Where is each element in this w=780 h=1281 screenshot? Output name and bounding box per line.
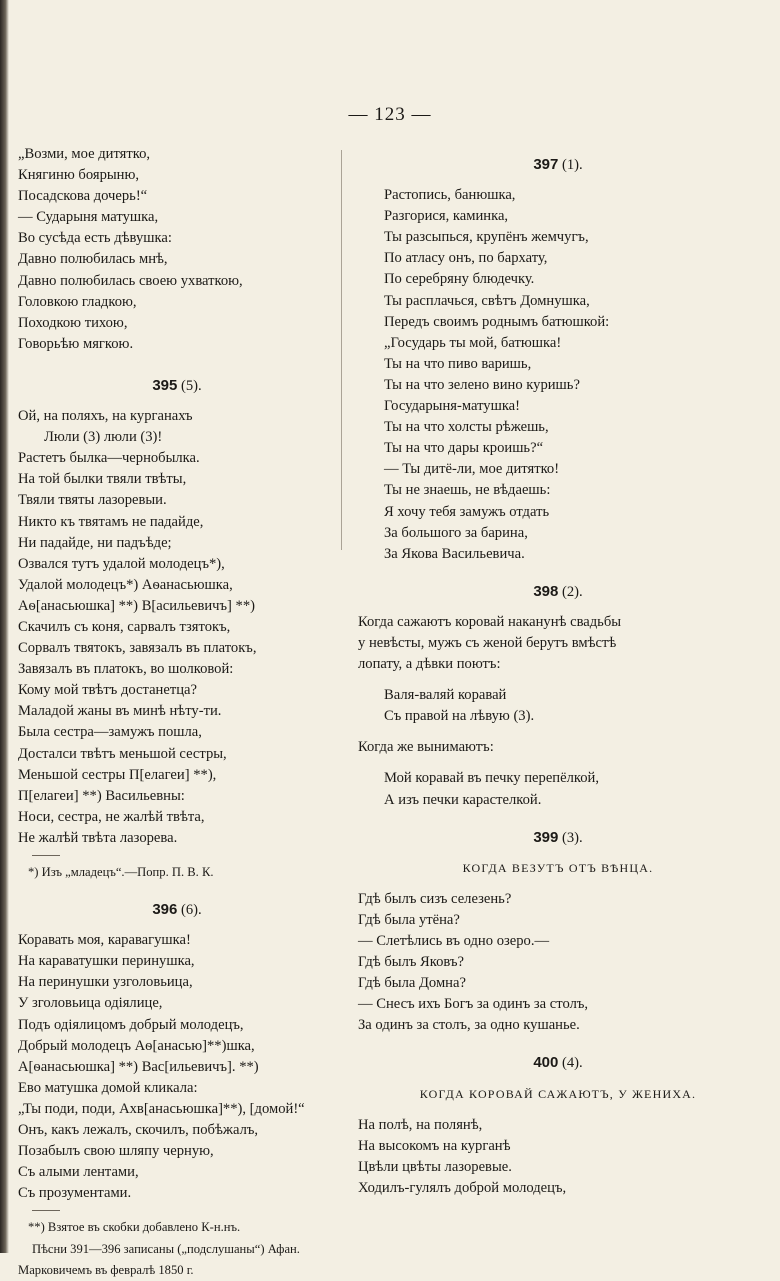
song-number: 399 <box>533 828 559 846</box>
verse-line: Походкою тихою, <box>18 314 128 331</box>
verse-line: Гдѣ была утёна? <box>358 911 460 928</box>
footnote-rule <box>32 855 60 856</box>
verse-line: Люли (3) люли (3)! <box>44 429 163 446</box>
song-subnumber: (3). <box>558 829 583 846</box>
verse-line: А[ѳанасьюшка] **) Вас[ильевичъ]. **) <box>18 1058 259 1075</box>
verse-line: — Снесъ ихъ Богъ за одинъ за столъ, <box>358 996 589 1013</box>
verse-line: Головкою гладкою, <box>18 293 137 310</box>
verse-line: По серебряну блюдечку. <box>384 271 535 288</box>
verse-line: Была сестра—замужъ пошла, <box>18 724 202 741</box>
verse-line: „Государь ты мой, батюшка! <box>384 334 562 351</box>
verse-line: Съ алыми лентами, <box>18 1164 139 1181</box>
verse-line: Не жалѣй твѣта лазорева. <box>18 829 178 846</box>
right-column <box>358 144 758 1199</box>
verse-line: Говорьѣю мягкою. <box>18 335 134 352</box>
verse-line: Цвѣли цвѣты лазоревые. <box>358 1158 512 1175</box>
verse-line: Я хочу тебя замужъ отдать <box>384 503 550 520</box>
song-caption: КОГДА ВЕЗУТЪ ОТЪ ВѢНЦА. <box>462 860 654 875</box>
song-397-verses <box>358 185 758 565</box>
verse-line: Кому мой твѣтъ достанетца? <box>18 682 197 699</box>
column-divider <box>341 150 342 550</box>
verse-line: Завязалъ въ платокъ, во шолковой: <box>18 661 234 678</box>
verse-line: Давно полюбилась своею ухваткою, <box>18 272 243 289</box>
verse-line: Съ правой на лѣвую (3). <box>384 708 535 725</box>
verse-line: На полѣ, на полянѣ, <box>358 1116 483 1133</box>
verse-line: Мой коравай въ печку перепёлкой, <box>384 770 599 787</box>
left-column <box>18 144 336 1281</box>
verse-line: Ево матушка домой кликала: <box>18 1079 198 1096</box>
verse-line: — Слетѣлись въ одно озеро.— <box>358 933 550 949</box>
verse-line: П[елагеи] **) Васильевны: <box>18 787 185 804</box>
verse-line: Растетъ былка—чернобылка. <box>18 450 200 467</box>
song-subnumber: (5). <box>177 377 202 394</box>
source-note: Марковичемъ въ февралѣ 1850 г. <box>18 1262 194 1277</box>
verse-line: Передъ своимъ роднымъ батюшкой: <box>384 313 610 330</box>
verse-line: Ни падайде, ни падъѣде; <box>18 534 172 551</box>
verse-line: Разгорися, каминка, <box>384 208 509 225</box>
song-heading-399 <box>358 827 758 848</box>
song-number: 397 <box>533 156 559 173</box>
verse-line: Съ прозументами. <box>18 1185 132 1202</box>
verse-line: По атласу онъ, по бархату, <box>384 250 548 267</box>
verse-line: Государыня-матушка! <box>384 398 521 415</box>
verse-line: Коравать моя, каравагушка! <box>18 932 191 949</box>
song-subnumber: (2). <box>558 583 583 600</box>
verse-line: Удалой молодецъ*) Аѳанасьюшка, <box>18 576 233 593</box>
verse-line: Ты на что зелено вино куришь? <box>384 376 580 393</box>
song-395-verses <box>18 406 336 849</box>
footnote-rule <box>32 1210 60 1211</box>
verse-line: Озвался тутъ удалой молодецъ*), <box>18 555 225 572</box>
song-number: 398 <box>533 582 559 600</box>
verse-line: Онъ, какъ лежалъ, скочилъ, побѣжалъ, <box>18 1122 259 1139</box>
verse-line: Гдѣ былъ Яковъ? <box>358 954 464 971</box>
song-number: 400 <box>533 1054 559 1072</box>
song-399-verses <box>358 889 758 1037</box>
prose-line: Когда сажаютъ коровай наканунѣ свадьбы <box>358 613 622 630</box>
song-subnumber: (6). <box>177 902 202 919</box>
song-400-verses <box>358 1115 758 1199</box>
verse-line: Гдѣ была Домна? <box>358 975 466 992</box>
verse-line: Позабылъ свою шляпу черную, <box>18 1143 214 1160</box>
song-number: 396 <box>152 901 178 919</box>
song-subnumber: (4). <box>558 1055 583 1072</box>
verse-line: Ты на что дары кроишь?“ <box>384 440 544 457</box>
song-heading-395 <box>18 375 336 396</box>
verse-line: Никто къ твятамъ не падайде, <box>18 513 204 530</box>
verse-line: „Возми, мое дитятко, <box>18 146 151 162</box>
verse-line: Подъ одіялицомъ добрый молодецъ, <box>18 1016 244 1033</box>
verse-line: Княгиню боярыню, <box>18 167 140 184</box>
song-398-verses-b <box>358 768 758 810</box>
song-heading-400 <box>358 1052 758 1073</box>
verse-line: А изъ печки карастелкой. <box>384 791 542 808</box>
verse-line: Гдѣ былъ сизъ селезень? <box>358 890 512 907</box>
prose-line: лопату, а дѣвки поютъ: <box>358 656 501 673</box>
prose-line: у невѣсты, мужъ съ женой берутъ вмѣстѣ <box>358 634 617 651</box>
prose-line: Когда же вынимаютъ: <box>358 739 494 756</box>
verse-line: Ты не знаешь, не вѣдаешь: <box>384 482 551 499</box>
verse-line: За Якова Васильевича. <box>384 545 525 562</box>
footnote: *) Изъ „младецъ“.—Попр. П. В. К. <box>28 865 214 879</box>
source-note: Пѣсни 391—396 записаны („подслушаны“) Афан. <box>32 1241 300 1256</box>
page-binding-edge <box>0 0 9 1253</box>
verse-line: За одинъ за столъ, за одно кушанье. <box>358 1017 580 1034</box>
song-heading-396 <box>18 899 336 920</box>
song-heading-398 <box>358 581 758 602</box>
verse-line: Посадскова дочерь!“ <box>18 188 148 205</box>
verse-line: — Сударыня матушка, <box>18 209 159 226</box>
verse-line: Валя-валяй коравай <box>384 687 507 704</box>
song-heading-397 <box>358 154 758 175</box>
verse-line: Растопись, банюшка, <box>384 187 516 204</box>
song-396-verses <box>18 930 336 1204</box>
intro-verses <box>18 144 336 355</box>
verse-line: Ходилъ-гулялъ доброй молодецъ, <box>358 1179 567 1196</box>
verse-line: Носи, сестра, не жалѣй твѣта, <box>18 808 205 825</box>
verse-line: Во сусѣда есть дѣвушка: <box>18 230 172 247</box>
verse-line: Скачилъ съ коня, сарвалъ тзятокъ, <box>18 618 231 635</box>
verse-line: — Ты дитё-ли, мое дитятко! <box>384 461 560 478</box>
verse-line: На перинушки узголовьица, <box>18 974 193 991</box>
verse-line: Досталси твѣтъ меньшой сестры, <box>18 745 227 762</box>
verse-line: Сорвалъ твятокъ, завязалъ въ платокъ, <box>18 640 257 657</box>
verse-line: На высокомъ на курганѣ <box>358 1137 511 1154</box>
verse-line: Аѳ[анасьюшка] **) В[асильевичъ] **) <box>18 597 256 614</box>
song-398-verses-a <box>358 685 758 727</box>
verse-line: Ты на что пиво варишь, <box>384 355 532 372</box>
verse-line: Ты расплачься, свѣтъ Домнушка, <box>384 292 590 309</box>
song-398-intro <box>358 612 758 675</box>
song-caption: КОГДА КОРОВАЙ САЖАЮТЪ, У ЖЕНИХА. <box>419 1086 697 1101</box>
verse-line: Твяли твяты лазоревыи. <box>18 492 167 509</box>
verse-line: У зголовьица одіялице, <box>18 995 163 1012</box>
verse-line: За большого за барина, <box>384 524 528 541</box>
song-number: 395 <box>152 376 178 394</box>
verse-line: Меньшой сестры П[елагеи] **), <box>18 766 217 783</box>
page-number: — 123 — <box>348 104 432 125</box>
verse-line: Маладой жаны въ минѣ нѣту-ти. <box>18 703 222 720</box>
verse-line: На караватушки перинушка, <box>18 953 195 970</box>
footnote: **) Взятое въ скобки добавлено К-н.нъ. <box>28 1220 241 1235</box>
verse-line: Добрый молодецъ Аѳ[анасью]**)шка, <box>18 1037 255 1054</box>
verse-line: Ой, на поляхъ, на курганахъ <box>18 408 193 425</box>
verse-line: Ты разсыпься, крупёнъ жемчугъ, <box>384 229 589 246</box>
verse-line: „Ты поди, поди, Ахв[анасьюшка]**), [домой!“ <box>18 1100 305 1117</box>
song-subnumber: (1). <box>558 157 583 173</box>
verse-line: Давно полюбилась мнѣ, <box>18 251 168 268</box>
verse-line: На той былки твяли твѣты, <box>18 471 187 488</box>
verse-line: Ты на что холсты рѣжешь, <box>384 419 549 436</box>
